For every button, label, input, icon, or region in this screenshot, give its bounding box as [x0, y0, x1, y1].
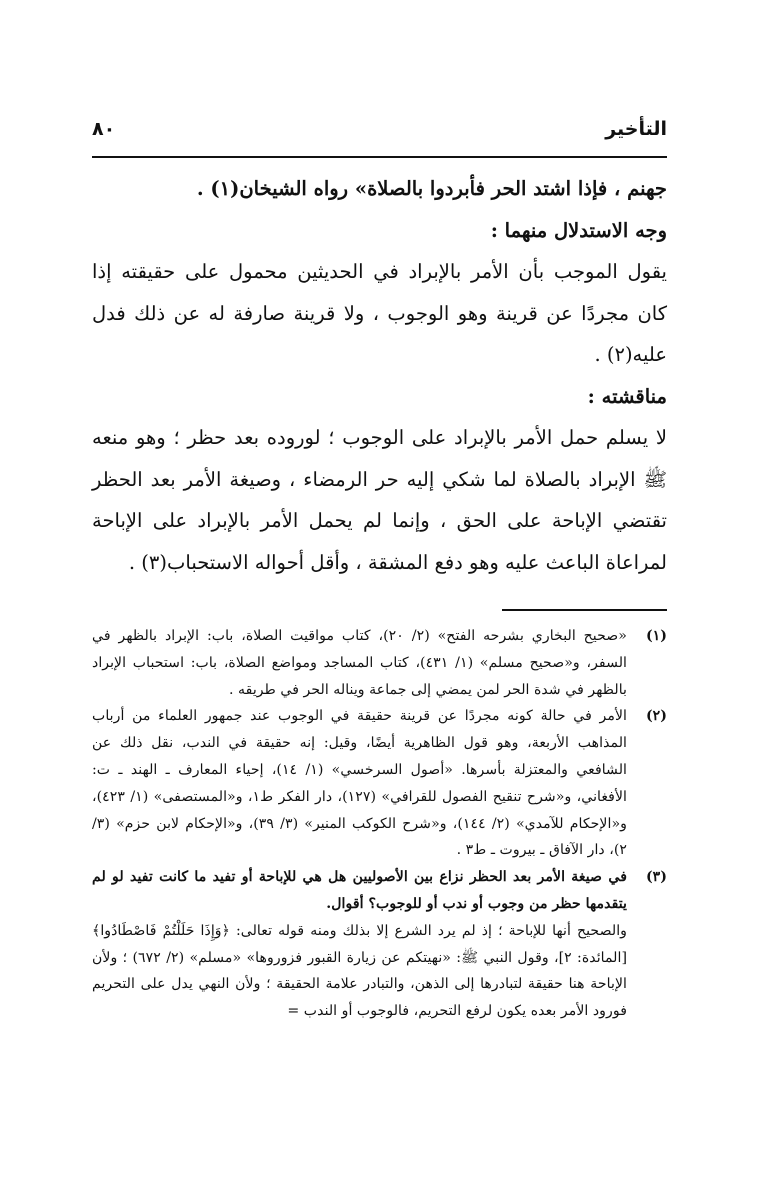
paragraph-3: لا يسلم حمل الأمر بالإبراد على الوجوب ؛ لوروده بعد حظر ؛ وهو منعه ﷺ الإبراد بالصلاة لما شكي إليه حر الرمضاء ، وصيغة الأمر بعد الحظر تقتضي الإباحة على الحق ، وإنما لم يحمل الأمر بالإبراد على الإباحة لمراعاة الباعث عليه وهو دفع المشقة ، وأقل أحواله الاستحباب(٣) .: [92, 426, 667, 574]
footnote-number: (٢): [645, 708, 667, 725]
section-heading-discussion: مناقشته :: [587, 384, 667, 408]
paragraph-2: يقول الموجب بأن الأمر بالإبراد في الحديثين محمول على حقيقته إذا كان مجردًا عن قرينة وهو الوجوب ، ولا قرينة صارفة له عن ذلك فدل عليه(٢) .: [92, 260, 667, 366]
running-header: [92, 118, 667, 158]
footnote-text: الأمر في حالة كونه مجردًا عن قرينة حقيقة في الوجوب عند جمهور العلماء من أرباب المذاهب الأربعة، وهو قول الظاهرية أيضًا، وقيل: إنه حقيقة في الندب، نقل ذلك عن الشافعي والمعتزلة بأسرها. «أصول السرخسي» (١/ ١٤)، إحياء المعارف ـ الهند ـ ت: الأفغاني، و«شرح تنقيح الفصول للقرافي» (١٢٧)، دار الفكر ط١، و«المستصفى» (١/ ٤٢٣)، و«الإحكام للآمدي» (٢/ ١٤٤)، و«شرح الكوكب المنير» (٣/ ٣٩)، و«الإحكام لابن حزم» (٣/ ٢)، دار الآفاق ـ بيروت ـ ط٣ .: [92, 708, 627, 859]
footnote-separator: [502, 609, 667, 611]
page-number: ٨٠: [92, 118, 116, 140]
running-title: التأخير: [605, 118, 667, 140]
footnote-number: (٣): [645, 869, 667, 886]
footnote-text: «صحيح البخاري بشرحه الفتح» (٢/ ٢٠)، كتاب مواقيت الصلاة، باب: الإبراد بالظهر في السفر، و«صحيح مسلم» (١/ ٤٣١)، كتاب المساجد ومواضع الصلاة، باب: استحباب الإبراد بالظهر في شدة الحر لمن يمضي إلى جماعة ويناله الحر في طريقه .: [92, 628, 627, 698]
footnote-number: (١): [645, 628, 667, 644]
footnote-3: [92, 864, 667, 1025]
main-text: [92, 168, 667, 583]
book-page: [92, 118, 667, 1025]
footnote-2: [92, 703, 667, 864]
section-heading-evidence: وجه الاستدلال منهما :: [490, 218, 667, 242]
footnote-text: في صيغة الأمر بعد الحظر نزاع بين الأصوليين هل هي للإباحة أو تفيد ما كانت تفيد لو لم يتقدمها حظر من وجوب أو ندب أو للوجوب؟ أقوال.: [92, 869, 627, 912]
footnotes: [92, 623, 667, 1025]
footnote-text-continued: والصحيح أنها للإباحة ؛ إذ لم يرد الشرع إلا بذلك ومنه قوله تعالى: ﴿وَإِذَا حَلَلْتُمْ فَاصْطَادُوا﴾ [المائدة: ٢]، وقول النبي ﷺ: «نهيتكم عن زيارة القبور فزوروها» «مسلم» (٢/ ٦٧٢) ؛ ولأن الإباحة هنا حقيقة لتبادرها إلى الذهن، والتبادر علامة الحقيقة ؛ ولأن النهي يدل على التحريم فورود الأمر بعده يكون لرفع التحريم، فالوجوب أو الندب =: [92, 922, 627, 1020]
paragraph-1: جهنم ، فإذا اشتد الحر فأبردوا بالصلاة» رواه الشيخان(١) .: [196, 177, 667, 200]
footnote-1: [92, 623, 667, 703]
